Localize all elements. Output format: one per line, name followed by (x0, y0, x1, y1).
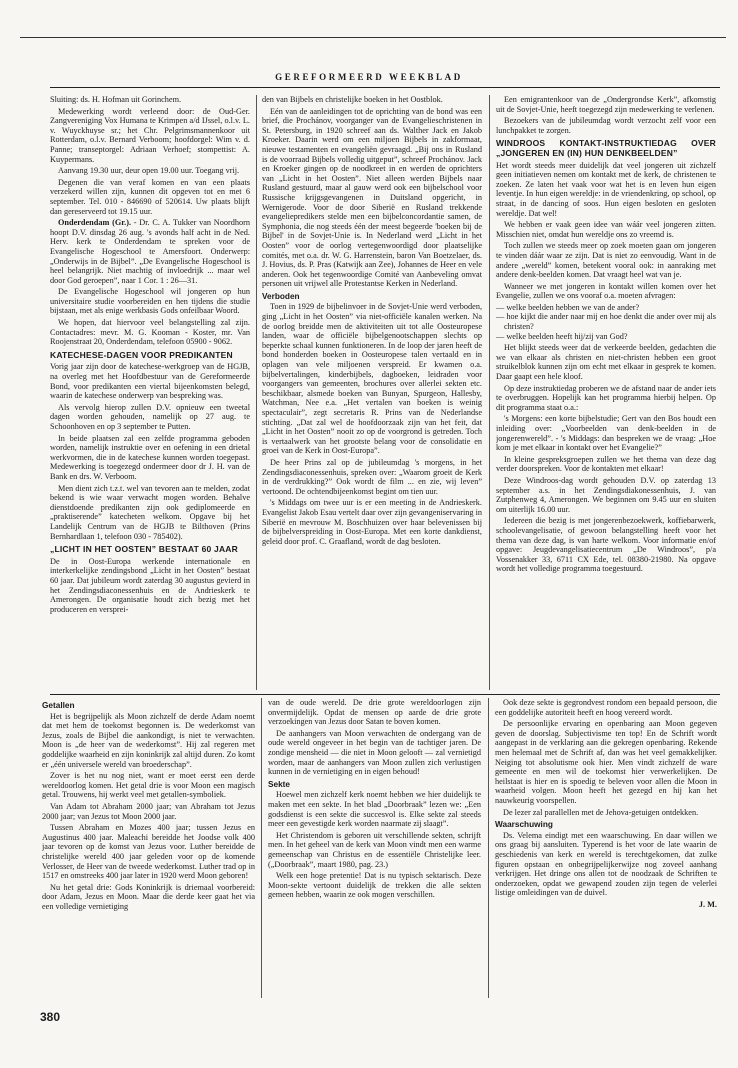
paragraph: Toch zullen we steeds meer op zoek moeten gaan om jongeren te vinden dáár waar ze zijn. Dat is niet zo eenvoudig. Want in de andere „wereld” komen, betekent vooral ook: in aanraking met andere denk-beelden komen. Dat vraagt heel wat van je. (496, 241, 716, 280)
paragraph: Sluiting: ds. H. Hofman uit Gorinchem. (50, 95, 182, 104)
paragraph: Welk een hoge pretentie! Dat is nu typisch sektarisch. Deze Moon-sekte vertoont duidelijk de trekken die alle sekten gemeen hebben, waarin ze ook mogen verschillen. (268, 871, 481, 900)
paragraph: We hopen, dat hiervoor veel belangstelling zal zijn. Contactadres: mevr. M. G. Kooman - Koster, mr. Van Roojenstraat 20, Onderdendam, telefoon 05900 - 9062. (50, 318, 250, 347)
article-column-1 (50, 95, 250, 690)
page-number: 380 (40, 1010, 61, 1024)
paragraph: In kleine gespreksgroepen zullen we het thema van deze dag verder doorspreken. Voor de kontakten met elkaar! (496, 454, 716, 474)
paragraph: De aanhangers van Moon verwachten de ondergang van de oude wereld ongeveer in het begin van de tachtiger jaren. De zondige mensheid — die niet in Moon gelooft — zal vernietigd worden, maar de aanhangers van Moon zullen zich verlustigen kunnen in de vernietiging en in eigen behoud! (268, 728, 481, 777)
paragraph: In beide plaatsen zal een zelfde programma geboden worden, namelijk instruktie over en oefening in een drietal werkvormen, die in de katechese kunnen worden toegepast. Medewerking is toegezegd ondermeer door dr J. H. van de Bank en drs. W. Verboom. (50, 433, 250, 481)
paragraph: den van Bijbels en christelijke boeken in het Oostblok. (262, 95, 443, 104)
paragraph: Zover is het nu nog niet, want er moet eerst een derde wereldoorlog komen. Het getal drie is voor Moon een magisch getal. Trouwens, hij werkt veel met getallen-symboliek. (42, 771, 255, 800)
page-header-title: GEREFORMEERD WEEKBLAD (275, 72, 463, 82)
list-item: — welke beelden hebben we van de ander? (496, 302, 640, 312)
list-item: — welke beelden heeft hij/zij van God? (496, 331, 628, 341)
list-item: — hoe kijkt die ander naar mij en hoe denkt die ander over mij als christen? (496, 312, 716, 332)
paragraph: De persoonlijke ervaring en openbaring aan Moon gegeven geven de doorslag. Subjectivisme ten top! En de Schrift wordt aangepast in de verklaring aan die gekregen openbaring. Rekende men helemaal met de Schrift af, dan was het veel gemakkelijker. Neiging tot absolutisme ook hier. Men vindt zichzelf de ware gemeente en men wil de toekomst hier verwerkelijken. De heilstaat is hier en is spoedig te beleven voor allen die Moon in waarheid volgen. Moon heeft het gezegd en hij kan het nauwkeurig voorspellen. (495, 719, 717, 805)
author-signature: J. M. (698, 899, 717, 909)
paragraph-text: - Dr. C. A. Tukker van Noordhorn hoopt D.V. dinsdag 26 aug. 's avonds half acht in de Ned. Herv. kerk te Onderdendam te spreken voor de Evangelische Hogeschool te Amersfoort. Onderwerp: „Onderwijs in de Bijbel”. „De Evangelische Hogeschool is heel belangrijk. Niet machtig of invloedrijk ... maar wel door God geroepen”, naar 1 Cor. 1 : 26—31. (50, 218, 250, 285)
paragraph: 's Morgens: een korte bijbelstudie; Gert van den Bos houdt een inleiding over: „Voorbeelden van denk-beelden in de jongerenwereld”. - 's Middags: dan bespreken we de vraag: „Hoe kom je met elkaar in kontakt over het Evangelie?” (496, 414, 716, 453)
moon-article-column-1 (42, 698, 255, 998)
column-divider (261, 698, 262, 998)
paragraph: Nu het getal drie: Gods Koninkrijk is driemaal voorbereid: door Adam, Jezus en Moon. Maar die derde keer gaat het via een volledige vernietiging (42, 882, 255, 911)
section-heading: „LICHT IN HET OOSTEN” BESTAAT 60 JAAR (50, 544, 238, 555)
paragraph: De lezer zal parallellen met de Jehova-getuigen ontdekken. (503, 807, 699, 817)
paragraph: Vorig jaar zijn door de katechese-werkgroep van de HGJB, na overleg met het Hoofdbestuur van de Gereformeerde Bond, voor predikanten een viertal bijeenkomsten belegd, waarin de katechese onderwerp van bespreking was. (50, 362, 250, 401)
paragraph (50, 218, 250, 285)
column-divider (488, 698, 489, 998)
section-heading: Getallen (42, 701, 75, 710)
paragraph: Van Adam tot Abraham 2000 jaar; van Abraham tot Jezus 2000 jaar; van Jezus tot Moon 2000 jaar. (42, 801, 255, 821)
column-divider (256, 95, 257, 690)
paragraph: Wanneer we met jongeren in kontakt willen komen over het Evangelie, zullen we ons vooraf o.a. moeten afvragen: (496, 281, 716, 301)
paragraph: Toen in 1929 de bijbelinvoer in de Sovjet-Unie werd verboden, ging „Licht in het Oosten” via niet-officiële kanalen werken. Na de oorlog breidde men de aktiviteiten uit tot alle Oosteuropese landen, waar de officiële bijbelgenootschappen slechts op beperkte schaal kunnen funktioneren. In de loop der jaren heeft de bond honderden boeken in Oosteuropese talen vertaald en in oplagen van vele miljoenen verspreid. Er kwamen o.a. bijbelvertalingen, kinderbijbels, dagboeken, leidraden voor voorgangers van gemeenten, brochures over allerlei sekten etc. beschikbaar, alsmede boeken van Bunyan, Spurgeon, Hallesby, Watchman, Nee e.a. „Het vertalen van boeken is weinig spectaculair”, zegt secretaris R. Prins van de Nederlandse stichting. „Dat zal wel de hoofdoorzaak zijn van het feit, dat „Licht in het Oosten” nooit zo op de voorgrond is getreden. Toch is vertaalwerk van het grootste belang voor de consolidatie en groei van de Kerk in Oost-Europa”. (262, 302, 482, 456)
article-column-2 (262, 95, 482, 690)
paragraph: Eén van de aanleidingen tot de oprichting van de bond was een brief, die Prochánov, voorganger van de Evangelieschristenen in St. Petersburg, in 1920 schreef aan ds. Walther Jack en Jakob Kroeker. Daarin werd om een miljoen Bijbels in zakformaat, nieuwe testamenten en evangeliën gevraagd. „Bij ons in Rusland is de voorraad Bijbels volledig uitgeput”, schreef Prochánov. Jack en Kroeker gingen op de noodkreet in en werden de oprichters van „Licht in het Oosten”. Niet alleen werden Bijbels naar Rusland gestuurd, maar al gauw werd ook een bijbelschool voor Russische krijgsgevangenen in Duitsland opgericht, in Wernigerode. Voor de door Siberië en Rusland trekkende evangeliepredikers stelde men een bijbelconcordantie samen, de Symphonia, die nog steeds één der meest begeerde 'boeken bij de Bijbel' in de Sovjet-Unie is. In Nederland werd „Licht in het Oosten” voor de oorlog vertegenwoordigd door plaatselijke comités, met o.a. dr. W. G. Harrenstein, baron Van Boetzelaer, ds. J. Hovius, ds. P. Pras (Katwijk aan Zee), Johannes de Heer en vele anderen. Ook het tegenwoordige Comité van Aanbeveling omvat personen uit vrijwel alle Protestantse Kerken in Nederland. (262, 106, 482, 289)
paragraph: Deze Windroos-dag wordt gehouden D.V. op zaterdag 13 september a.s. in het Zendingsdiakonessenhuis, J. van Zutphenweg 4, Amerongen. We beginnen om 9.45 uur en sluiten om uiterlijk 16.00 uur. (496, 475, 716, 514)
paragraph: Degenen die van veraf komen en van een plaats verzekerd willen zijn, kunnen dit opgeven tot en met 6 september. Tel. 010 - 846690 of 520614. Uw plaats blijft dan gereserveerd tot 19.15 uur. (50, 177, 250, 216)
column-divider (489, 95, 490, 690)
section-heading: Sekte (268, 779, 291, 789)
paragraph: Ook deze sekte is gegrondvest rondom een bepaald persoon, die een goddelijke autoriteit heeft en hoog vereerd wordt. (495, 698, 717, 717)
paragraph: Medewerking wordt verleend door: de Oud-Ger. Zangvereniging Vox Humana te Krimpen a/d IJssel, o.l.v. L. v. Wuyckhuyse sr.; het Chr. Pelgrimsmannenkoor uit Rotterdam, o.l.v. Bernard Verboom; hoofdorgel: Wim v. d. Panne; transeptorgel: Adriaan Verhoef; stompettist: A. Kuypermans. (50, 106, 250, 164)
header-rule (50, 87, 720, 88)
paragraph: De Evangelische Hogeschool wil jongeren op hun universitaire studie voorbereiden en hen tijdens die studie bijstaan, met als enige werkbasis Gods onfeilbaar Woord. (50, 287, 250, 316)
paragraph: Het blijkt steeds weer dat de verkeerde beelden, gedachten die we van elkaar als christen en niet-christen hebben een groot struikelblok kunnen zijn om echt met elkaar in gesprek te komen. Daar gaapt een hele kloof. (496, 343, 716, 382)
section-heading: Verboden (262, 291, 300, 301)
paragraph: Het is begrijpelijk als Moon zichzelf de derde Adam noemt dat met hem de toekomst begonnen is. De wederkomst van Jezus, zoals de Bijbel die aankondigt, is niet te verwachten. Moon is „de heer van de wederkomst”. Hij zal regeren met goddelijke waarheid en zijn koninkrijk zal altijd duren. Zo komt er „één universele wereld van broederschap”. (42, 711, 255, 769)
paragraph: Bezoekers van de jubileumdag wordt verzocht zelf voor een lunchpakket te zorgen. (496, 116, 716, 135)
paragraph: Aanvang 19.30 uur, deur open 19.00 uur. Toegang vrij. (58, 166, 240, 176)
bold-lead: Onderdendam (Gr.). (58, 218, 132, 228)
top-rule (20, 37, 726, 38)
paragraph: De in Oost-Europa werkende internationale en interkerkelijke zendingsbond „Licht in het Oosten” bestaat 60 jaar. Dat jubileum wordt zaterdag 30 augustus gevierd in het Zendingsdiaconessenhuis en de Andrieskerk te Amerongen. De organisatie houdt zich bezig met het produceren en versprei- (50, 556, 250, 614)
paragraph: We hebben er vaak geen idee van wáár veel jongeren zitten. Misschien niet, omdat hun wereldje ons zo vreemd is. (496, 220, 716, 239)
section-heading: KATECHESE-DAGEN VOOR PREDIKANTEN (50, 349, 233, 360)
section-rule (50, 694, 720, 695)
moon-article-column-2 (268, 698, 481, 998)
article-column-3 (496, 95, 716, 690)
paragraph: Men dient zich t.z.t. wel van tevoren aan te melden, zodat bekend is wie waar verwacht mogen worden. Behalve dienstdoende predikanten zijn ook gediplomeerde en „praktiserende” katecheten welkom. Opgave bij het Landelijk Centrum van de HGJB te Bilthoven (Prins Bernhardlaan 1, telefoon 030 - 785402). (50, 483, 250, 541)
question-list (496, 303, 716, 341)
section-heading: WINDROOS KONTAKT-INSTRUKTIEDAG OVER „JONGEREN EN (IN) HUN DENKBEELDEN” (496, 138, 716, 158)
section-heading: Waarschuwing (495, 820, 553, 830)
paragraph: van de oude wereld. De drie grote wereldoorlogen zijn onvermijdelijk. Opdat de mensen op aarde de drie grote verzoekingen van Jezus door Satan te boven komen. (268, 698, 481, 727)
paragraph: Ds. Velema eindigt met een waarschuwing. En daar willen we ons graag bij aansluiten. Typerend is het voor de late waarin de geschiedenis van kerk en wereld is terechtgekomen, dat zulke figuren opstaan en onbegrijpelijkerwijze nog zoveel aanhang verkrijgen. Het dringe ons allen tot de noodzaak de Schriften te onderzoeken, opdat we gewapend zouden zijn tegen de velerlei listige omleidingen van de duivel. (495, 830, 717, 898)
paragraph: Als vervolg hierop zullen D.V. opnieuw een tweetal dagen worden gehouden, namelijk op 27 aug. te Schoonhoven en op 3 september te Putten. (50, 402, 250, 431)
paragraph: Hoewel men zichzelf kerk noemt hebben we hier duidelijk te maken met een sekte. In het blad „Doorbraak” lezen we: „Een godsdienst is een sekte die succesvol is. Elke sekte zal steeds meer een gevestigde kerk worden naarmate zij slaagt”. (268, 790, 481, 829)
paragraph: 's Middags om twee uur is er een meeting in de Andrieskerk. Evangelist Jakob Esau vertelt daar over zijn gevangeniservaring in Siberië en mevrouw M. Boschhuizen over haar belevenissen bij de bijbelverspreiding in Oost-Europa. Met een korte dankdienst, geleid door prof. C. Graafland, wordt de dag besloten. (262, 498, 482, 546)
paragraph: Op deze instruktiedag proberen we de afstand naar de ander iets te overbruggen. Hopelijk kan het programma hierbij helpen. Op dit programma staat o.a.: (496, 383, 716, 412)
paragraph: Het Christendom is geboren uit verschillende sekten, schrijft men. In het geheel van de kerk van Moon vindt men een warme gemeenschap van Christus en de essentiële Christelijke leer. („Doorbraak”, maart 1980, pag. 23.) (268, 830, 481, 869)
moon-article-column-3 (495, 698, 717, 998)
paragraph: Het wordt steeds meer duidelijk dat veel jongeren uit zichzelf geen initiatieven nemen om kontakt met de kerk, de christenen te zoeken. Ze laten het vaak voor wat het is en leven hun eigen leventje. In hun eigen wereldje: in de vriendenkring, op school, op straat, in de dancing of soos. Hun eigen besloten en gesloten wereldje. Dat wel! (496, 160, 716, 218)
paragraph: De heer Prins zal op de jubileumdag 's morgens, in het Zendingsdiaconessenhuis, spreken over: „Waarom groeit de Kerk in de verdrukking?” Ook wordt de film ... en zie, wij leven” vertoond. De ochtendbijeenkomst begint om tien uur. (262, 457, 482, 496)
paragraph: Tussen Abraham en Mozes 400 jaar; tussen Jezus en Augustinus 400 jaar. Maleachi bereidde het Joodse volk 400 jaar tevoren op de komst van Jezus voor. Luther bereidde de christelijke wereld 400 jaar geleden voor op de komende Verlosser, de Heer van de tweede wederkomst. Luther trad op in 1517 en omstreeks 400 jaar later in 1920 werd Moon geboren! (42, 823, 255, 881)
paragraph: Een emigrantenkoor van de „Ondergrondse Kerk”, afkomstig uit de Sovjet-Unie, heeft toegezegd zijn medewerking te verlenen. (496, 95, 716, 114)
paragraph: Iedereen die bezig is met jongerenbezoekwerk, koffiebarwerk, schoolevangelisatie, of gewoon belangstelling heeft voor het thema van deze dag, is van harte welkom. Voor informatie en/of opgave: Jeugdevangelisatiecentrum „De Windroos”, p/a Vossenakker 33, 6711 CX Ede, tel. 08380-21980. Na opgave wordt het volledige programma toegestuurd. (496, 516, 716, 574)
